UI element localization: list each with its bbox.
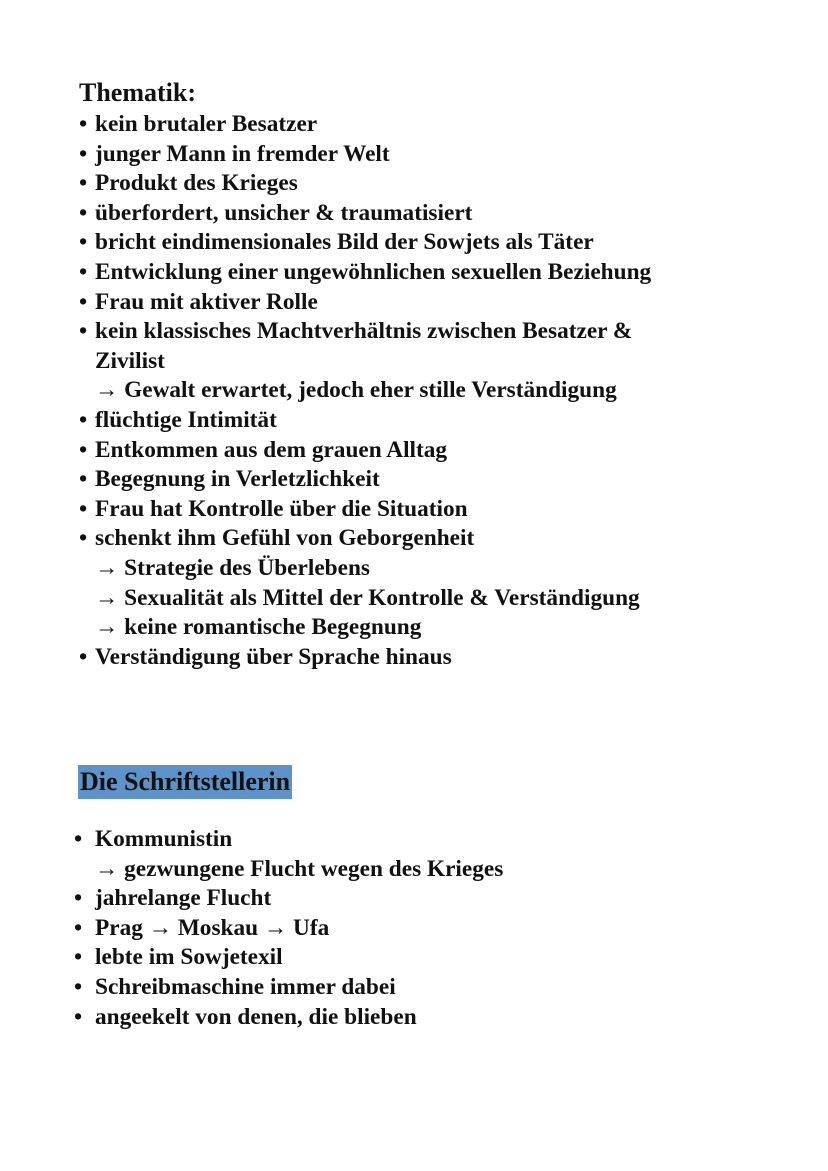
thematik-list bbox=[79, 110, 779, 672]
list-subitem: → Gewalt erwartet, jedoch eher stille Verständigung bbox=[95, 377, 617, 404]
section-title-schriftstellerin: Die Schriftstellerin bbox=[78, 765, 292, 799]
list-item: • Begegnung in Verletzlichkeit bbox=[79, 465, 779, 495]
list-item: • junger Mann in fremder Welt bbox=[79, 140, 779, 170]
list-item: • Entkommen aus dem grauen Alltag bbox=[79, 436, 779, 466]
list-item: • Kommunistin bbox=[74, 825, 774, 855]
thematik-heading: Thematik: bbox=[79, 78, 196, 107]
list-item: • Verständigung über Sprache hinaus bbox=[79, 643, 779, 673]
list-item: • Entwicklung einer ungewöhnlichen sexuellen Beziehung bbox=[79, 258, 779, 288]
list-item: • Frau mit aktiver Rolle bbox=[79, 288, 779, 318]
list-item: • Schreibmaschine immer dabei bbox=[74, 973, 774, 1003]
list-item: • lebte im Sowjetexil bbox=[74, 943, 774, 973]
list-item: • Frau hat Kontrolle über die Situation bbox=[79, 495, 779, 525]
list-item: • flüchtige Intimität bbox=[79, 406, 779, 436]
list-item: • Produkt des Krieges bbox=[79, 169, 779, 199]
list-item: • jahrelange Flucht bbox=[74, 884, 774, 914]
list-item: • Prag → Moskau → Ufa bbox=[74, 914, 774, 944]
list-item: • bricht eindimensionales Bild der Sowjets als Täter bbox=[79, 228, 779, 258]
list-item: • schenkt ihm Gefühl von Geborgenheit bbox=[79, 524, 779, 554]
list-item: • überfordert, unsicher & traumatisiert bbox=[79, 199, 779, 229]
list-item-continuation: Zivilist bbox=[95, 347, 165, 374]
list-item: • kein brutaler Besatzer bbox=[79, 110, 779, 140]
list-subitem: → Sexualität als Mittel der Kontrolle & Verständigung bbox=[95, 584, 640, 611]
list-item: • kein klassisches Machtverhältnis zwischen Besatzer & bbox=[79, 317, 779, 347]
list-subitem: → keine romantische Begegnung bbox=[95, 614, 422, 641]
schriftstellerin-list bbox=[74, 825, 774, 1032]
list-subitem: → Strategie des Überlebens bbox=[95, 554, 370, 581]
list-item: • angeekelt von denen, die blieben bbox=[74, 1003, 774, 1033]
list-subitem: → gezwungene Flucht wegen des Krieges bbox=[95, 855, 504, 882]
